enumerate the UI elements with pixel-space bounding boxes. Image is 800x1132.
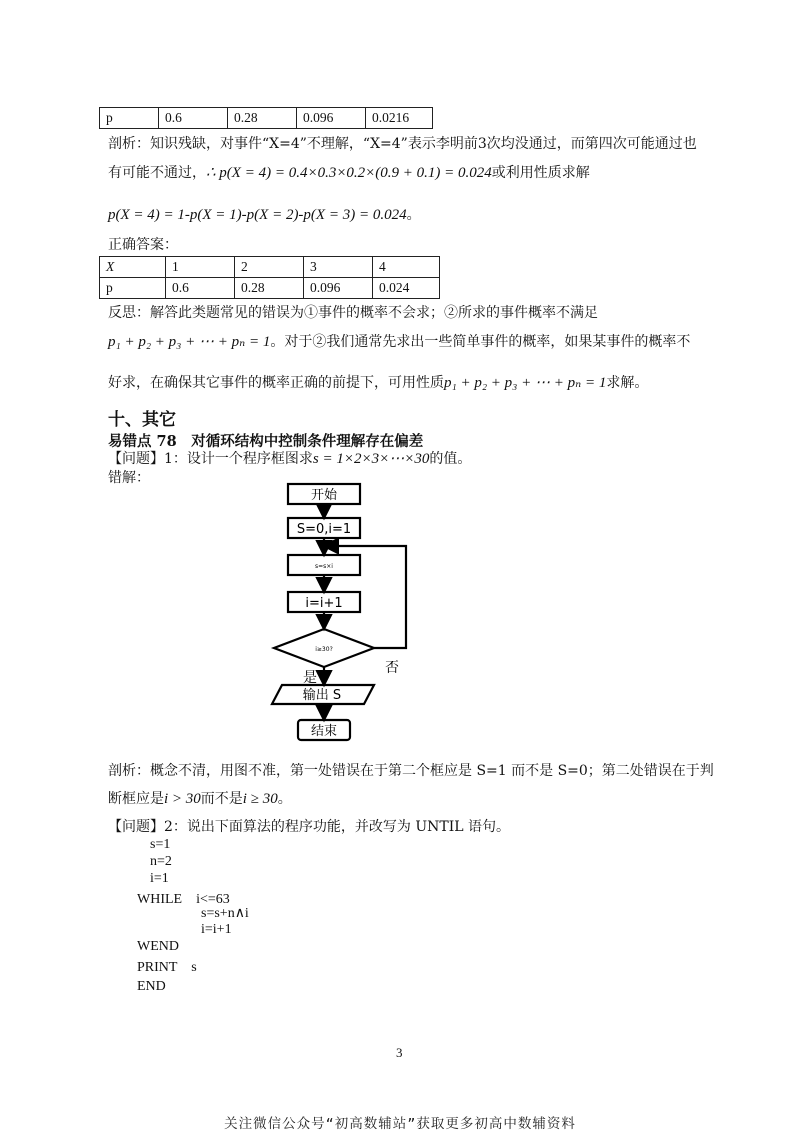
- code-line: s=1: [150, 837, 171, 852]
- code-line: i=1: [150, 871, 169, 886]
- code-line: n=2: [150, 854, 172, 869]
- flowchart-end-label: 结束: [310, 724, 338, 739]
- code-line: WEND: [137, 939, 179, 954]
- question-2: 【问题】2：说出下面算法的程序功能，并改写为 UNTIL 语句。: [108, 819, 511, 835]
- sum-formula: p₁ + p₂ + p₃ + ⋯ + pₙ = 1: [444, 375, 607, 391]
- code-line: s=s+n∧i: [201, 906, 249, 921]
- table-cell: 0.0216: [366, 108, 433, 129]
- section-subtitle: 易错点 78 对循环结构中控制条件理解存在偏差: [108, 433, 424, 450]
- flowchart-increment-label: i=i+1: [305, 596, 343, 611]
- reflection-text: 。对于②我们通常先求出一些简单事件的概率，如果某事件的概率不: [270, 334, 691, 350]
- analysis2-line-2: [108, 790, 292, 808]
- flowchart-condition-label: i≥30?: [315, 646, 333, 653]
- probability-formula: p(X = 4) = 1-p(X = 1)-p(X = 2)-p(X = 3) = 0.024: [108, 207, 407, 223]
- flowchart-start-label: 开始: [310, 488, 338, 503]
- table-cell: 2: [235, 257, 304, 278]
- table-cell: X: [100, 257, 166, 278]
- flowchart-yes-label: 是: [303, 670, 317, 686]
- flowchart-output-label: 输出 S: [302, 688, 342, 703]
- table-cell: 0.6: [166, 278, 235, 299]
- analysis-line-1: 剖析：知识残缺，对事件“X=4”不理解，“X=4”表示李明前3次均没通过，而第四次可能通过也: [108, 136, 697, 152]
- table-cell: 0.096: [304, 278, 373, 299]
- sum-formula: p₁ + p₂ + p₃ + ⋯ + pₙ = 1: [108, 334, 271, 350]
- table-cell: 0.024: [373, 278, 440, 299]
- probability-formula: ∴ p(X = 4) = 0.4×0.3×0.2×(0.9 + 0.1) = 0.024: [206, 165, 492, 181]
- analysis-text: 。: [277, 791, 292, 807]
- table-cell: p: [100, 108, 159, 129]
- page-number: 3: [396, 1045, 403, 1060]
- analysis-text: 有可能不通过，: [108, 165, 206, 181]
- table-cell: p: [100, 278, 166, 299]
- condition-formula: i > 30: [164, 791, 201, 807]
- reflection-text: 好求，在确保其它事件的概率正确的前提下，可用性质: [108, 375, 444, 391]
- analysis2-line-1: 剖析：概念不清，用图不准，第一处错误在于第二个框应是 S=1 而不是 S=0；第二处错误在于判: [108, 763, 714, 779]
- table-cell: 0.28: [228, 108, 297, 129]
- reflection-text: 求解。: [606, 375, 649, 391]
- analysis-text: 或利用性质求解: [491, 165, 590, 181]
- footer-promo: 关注微信公众号“初高数辅站”获取更多初高中数辅资料: [224, 1116, 576, 1132]
- reflection-line-1: 反思：解答此类题常见的错误为①事件的概率不会求；②所求的事件概率不满足: [108, 305, 598, 321]
- correct-answer-label: 正确答案：: [108, 237, 178, 253]
- condition-formula: i ≥ 30: [242, 791, 278, 807]
- table-cell: 0.6: [159, 108, 228, 129]
- product-formula: s = 1×2×3×⋯×30: [312, 451, 430, 467]
- analysis-text: 断框应是: [108, 791, 164, 807]
- code-line: PRINT s: [137, 960, 197, 975]
- table-cell: 0.096: [297, 108, 366, 129]
- question-text: 的值。: [429, 451, 472, 467]
- analysis-text: 而不是: [200, 791, 243, 807]
- table-cell: 1: [166, 257, 235, 278]
- question-text: 【问题】1：设计一个程序框图求: [108, 451, 313, 467]
- flowchart-process-label: s=s×i: [315, 563, 333, 570]
- wrong-solution-label: 错解：: [108, 470, 150, 486]
- flowchart-init-label: S=0,i=1: [296, 522, 352, 537]
- analysis-text: 。: [406, 207, 421, 223]
- section-title: 十、其它: [108, 410, 176, 430]
- code-line: i=i+1: [201, 922, 232, 937]
- flowchart-no-label: 否: [385, 660, 399, 676]
- code-line: WHILE i<=63: [137, 892, 230, 907]
- code-line: END: [137, 979, 166, 994]
- table-cell: 0.28: [235, 278, 304, 299]
- table-cell: 4: [373, 257, 440, 278]
- table-cell: 3: [304, 257, 373, 278]
